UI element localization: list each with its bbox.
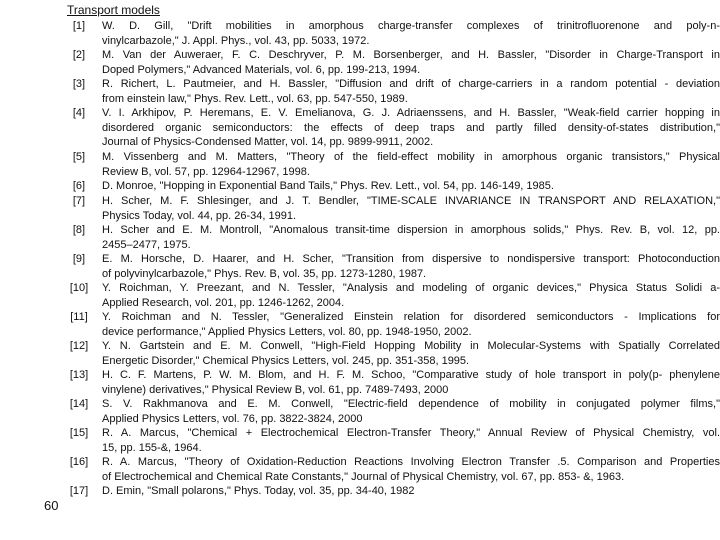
reference-number: [8] [72, 224, 86, 236]
reference-line: vinylene) derivatives," Physical Review B, vol. 61, pp. 7489-7493, 2000 [102, 383, 449, 396]
reference-line: of Electrochemical and Chemical Rate Constants," Journal of Physical Chemistry, vol. 67, pp. 853- &, 1963. [102, 470, 625, 483]
reference-text [102, 368, 720, 397]
reference-line: Energetic Disorder," Chemical Physics Letters, vol. 245, pp. 351-358, 1995. [102, 354, 470, 367]
page-title: Transport models [67, 3, 160, 17]
reference-item [64, 77, 720, 106]
reference-text [102, 339, 720, 368]
reference-line: R. A. Marcus, "Theory of Oxidation-Reduction Reactions Involving Electron Transfer .5. Comparison and Properties [102, 456, 720, 468]
reference-item [64, 368, 720, 397]
reference-text [102, 426, 720, 455]
reference-text [102, 77, 720, 106]
reference-text [102, 223, 720, 252]
reference-text [102, 455, 720, 484]
reference-item [64, 150, 720, 179]
reference-line: S. V. Rakhmanova and E. M. Conwell, "Electric-field dependence of mobility in conjugated polymer films," [102, 398, 720, 410]
reference-line: D. Emin, "Small polarons," Phys. Today, vol. 35, pp. 34-40, 1982 [102, 485, 415, 497]
reference-number: [1] [72, 20, 86, 32]
reference-line: Applied Research, vol. 201, pp. 1246-1262, 2004. [102, 296, 345, 309]
reference-line: E. M. Horsche, D. Haarer, and H. Scher, "Transition from dispersive to nondispersive transport: Photoconduction [102, 253, 720, 265]
reference-number: [12] [69, 340, 89, 352]
reference-line: Journal of Physics-Condensed Matter, vol. 14, pp. 9899-9911, 2002. [102, 136, 434, 149]
reference-number: [14] [69, 398, 89, 410]
reference-line: disordered organic semiconductors: the effects of deep traps and partly filled density-of-states distribution," [102, 121, 720, 134]
reference-line: device performance," Applied Physics Letters, vol. 80, pp. 1948-1950, 2002. [102, 325, 472, 338]
reference-number: [13] [69, 369, 89, 381]
reference-number: [7] [72, 195, 86, 207]
page-number: 60 [44, 498, 59, 513]
reference-number: [15] [69, 427, 89, 439]
reference-text [102, 48, 720, 77]
reference-line: R. A. Marcus, "Chemical + Electrochemical Electron-Transfer Theory," Annual Review of Physical Chemistry, vol. [102, 427, 720, 439]
reference-line: 2455–2477, 1975. [102, 238, 191, 251]
reference-number: [16] [69, 456, 89, 468]
reference-text [102, 106, 720, 150]
reference-item [64, 339, 720, 368]
reference-item [64, 19, 720, 48]
reference-item [64, 252, 720, 281]
reference-item [64, 397, 720, 426]
reference-text [102, 194, 720, 223]
reference-number: [17] [69, 485, 89, 497]
reference-number: [10] [69, 282, 89, 294]
reference-text [102, 179, 720, 194]
reference-line: M. Van der Auweraer, F. C. Deschryver, P. M. Borsenberger, and H. Bassler, "Disorder in Charge-Transport in [102, 49, 720, 61]
reference-text [102, 281, 720, 310]
reference-line: Applied Physics Letters, vol. 76, pp. 3822-3824, 2000 [102, 412, 363, 425]
reference-line: 15, pp. 155-&, 1964. [102, 441, 202, 454]
reference-number: [9] [72, 253, 86, 265]
reference-number: [5] [72, 151, 86, 163]
reference-line: Review B, vol. 57, pp. 12964-12967, 1998. [102, 165, 310, 178]
reference-text [102, 397, 720, 426]
reference-item [64, 48, 720, 77]
reference-line: W. D. Gill, "Drift mobilities in amorphous charge-transfer complexes of trinitrofluorenone and poly-n- [102, 20, 720, 32]
reference-number: [2] [72, 49, 86, 61]
reference-line: Y. Roichman and N. Tessler, "Generalized Einstein relation for disordered semiconductors - Implications for [102, 311, 720, 323]
reference-line: V. I. Arkhipov, P. Heremans, E. V. Emelianova, G. J. Adriaenssens, and H. Bassler, "Weak-field carrier hopping in [102, 107, 720, 119]
reference-line: Doped Polymers," Advanced Materials, vol. 6, pp. 199-213, 1994. [102, 63, 421, 76]
reference-number: [11] [70, 311, 88, 323]
reference-text [102, 19, 720, 48]
reference-number: [6] [72, 180, 86, 192]
reference-line: H. Scher, M. F. Shlesinger, and J. T. Bendler, "TIME-SCALE INVARIANCE IN TRANSPORT AND RELAXATION," [102, 195, 720, 207]
reference-item [64, 455, 720, 484]
reference-text [102, 484, 720, 499]
reference-line: M. Vissenberg and M. Matters, "Theory of the field-effect mobility in amorphous organic transistors," Physical [102, 151, 720, 163]
reference-item [64, 281, 720, 310]
reference-line: from einstein law," Phys. Rev. Lett., vol. 63, pp. 547-550, 1989. [102, 92, 408, 105]
reference-line: of polyvinylcarbazole," Phys. Rev. B, vol. 35, pp. 1273-1280, 1987. [102, 267, 427, 280]
reference-line: vinylcarbazole," J. Appl. Phys., vol. 43, pp. 5033, 1972. [102, 34, 370, 47]
reference-line: H. C. F. Martens, P. W. M. Blom, and H. F. M. Schoo, "Comparative study of hole transport in poly(p- phenylene [102, 369, 720, 381]
reference-line: D. Monroe, "Hopping in Exponential Band Tails," Phys. Rev. Lett., vol. 54, pp. 146-149, 1985. [102, 180, 554, 192]
reference-item [64, 484, 720, 499]
reference-item [64, 194, 720, 223]
reference-text [102, 252, 720, 281]
reference-text [102, 310, 720, 339]
reference-line: Physics Today, vol. 44, pp. 26-34, 1991. [102, 209, 297, 222]
reference-item [64, 179, 720, 194]
reference-line: H. Scher and E. M. Montroll, "Anomalous transit-time dispersion in amorphous solids," Phys. Rev. B, vol. 12, pp. [102, 224, 720, 236]
reference-line: R. Richert, L. Pautmeier, and H. Bassler, "Diffusion and drift of charge-carriers in a random potential - deviation [102, 78, 720, 90]
reference-item [64, 223, 720, 252]
reference-number: [3] [72, 78, 86, 90]
reference-number: [4] [72, 107, 86, 119]
reference-item [64, 106, 720, 150]
reference-item [64, 426, 720, 455]
reference-line: Y. Roichman, Y. Preezant, and N. Tessler, "Analysis and modeling of organic devices," Physica Status Solidi a- [102, 282, 720, 294]
reference-line: Y. N. Gartstein and E. M. Conwell, "High-Field Hopping Mobility in Molecular-Systems with Spatially Correlated [102, 340, 720, 352]
reference-text [102, 150, 720, 179]
reference-item [64, 310, 720, 339]
